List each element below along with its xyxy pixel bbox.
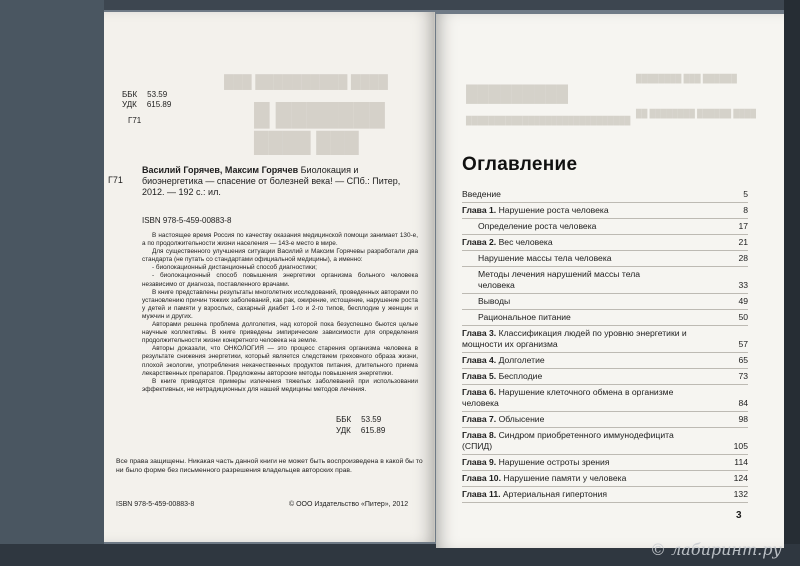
toc-entry[interactable] xyxy=(462,310,748,326)
entry-page: 132 xyxy=(733,489,748,499)
entry-title: Артериальная гипертония xyxy=(502,489,608,499)
entry-page: 105 xyxy=(733,441,748,451)
watermark: © лабиринт.ру xyxy=(650,540,782,559)
entry-page: 57 xyxy=(738,339,748,349)
bbk-value: 53.59 xyxy=(147,90,168,99)
catalog-block xyxy=(122,90,171,126)
annotation xyxy=(142,232,418,394)
entry-title: Определение роста человека xyxy=(478,221,597,231)
right-page xyxy=(436,14,784,548)
annotation-paragraph: В книге приводятся примеры излечения тяжелых заболеваний при использовании эффективных, не нетрадиционных для нашей медицины методов лечения. xyxy=(142,377,418,393)
scan-edge-left xyxy=(0,0,104,566)
bottom-catalog xyxy=(336,414,385,436)
udk-label: УДК xyxy=(336,426,351,435)
entry-title: Нарушение массы тела человека xyxy=(478,253,612,263)
biblio-code: Г71 xyxy=(108,175,123,185)
toc-entry[interactable] xyxy=(462,251,748,267)
toc-entry[interactable] xyxy=(462,369,748,385)
entry-title: Рациональное питание xyxy=(478,312,571,322)
udk-label: УДК xyxy=(122,100,137,109)
chapter-number: Глава 4. xyxy=(462,355,497,365)
authors: Василий Горячев, Максим Горячев xyxy=(142,165,299,175)
entry-title: Долголетие xyxy=(498,355,545,365)
toc-entry[interactable] xyxy=(462,326,748,353)
entry-page: 65 xyxy=(738,355,748,365)
chapter-number: Глава 10. xyxy=(462,473,501,483)
chapter-number: Глава 2. xyxy=(462,237,497,247)
annotation-paragraph: Для существенного улучшения ситуации Василий и Максим Горячевы разработали два стандарта (не путать со стандартами официальной медицины), а именно: xyxy=(142,248,418,264)
bibliographic-record xyxy=(142,165,420,198)
show-through-ghost: █████████████████████████████ xyxy=(466,116,631,125)
entry-page: 50 xyxy=(738,312,748,322)
annotation-paragraph: - биолокационный способ повышения энергетики организма больного человека независимо от диагноза, поставленного врачами. xyxy=(142,272,418,288)
entry-page: 17 xyxy=(738,221,748,231)
rights-notice: Все права защищены. Никакая часть данной книги не может быть воспроизведена в какой бы то ни было форме без письменного разрешения владельцев авторских прав. xyxy=(116,458,423,474)
show-through-ghost: █████████ xyxy=(466,86,569,103)
scan-edge-top xyxy=(0,0,800,10)
show-through-ghost: ████ ██████████ ███ xyxy=(224,74,388,89)
annotation-paragraph: Авторы доказали, что ОНКОЛОГИЯ — это процесс старения организма человека в результате снижения энергетики, который является следствием греховного образа жизни, плохой экологии, употребления некачественных продуктов питания, длительного приема лекарственных препаратов. Предложены авторские методы повышения энергетики. xyxy=(142,345,418,377)
entry-page: 84 xyxy=(738,398,748,408)
scan-edge-right xyxy=(784,0,800,566)
toc-entry[interactable] xyxy=(462,353,748,369)
chapter-number: Глава 8. xyxy=(462,430,497,440)
entry-title: Выводы xyxy=(478,296,511,306)
entry-title: Бесплодие xyxy=(498,371,543,381)
chapter-number: Глава 11. xyxy=(462,489,501,499)
toc-entry[interactable] xyxy=(462,235,748,251)
entry-title: Вес человека xyxy=(498,237,553,247)
annotation-paragraph: В настоящее время Россия по качеству оказания медицинской помощи занимает 130-е, а по продолжительности жизни населения — 143-е место в мире. xyxy=(142,232,418,248)
toc-entry[interactable] xyxy=(462,385,748,412)
toc-entry[interactable] xyxy=(462,428,748,455)
toc-entry[interactable] xyxy=(462,471,748,487)
entry-page: 114 xyxy=(734,457,748,467)
entry-page: 98 xyxy=(738,414,748,424)
annotation-paragraph: В книге представлены результаты многолетних исследований, проведенных авторами по установлению причин тяжких заболеваний, как рак, ожирение, истощение, нарушение роста у детей и памяти у взрослых, сахарный диабет 1-го и 2-го типов, бесплодие у женщин и мужчин и других. xyxy=(142,288,418,320)
copyright: © ООО Издательство «Питер», 2012 xyxy=(289,501,409,508)
left-page xyxy=(104,12,435,542)
entry-title: Методы лечения нарушений массы тела человека xyxy=(478,269,640,290)
entry-title: Классификация людей по уровню энергетики и мощности их организма xyxy=(462,328,687,349)
toc-entry[interactable] xyxy=(462,203,748,219)
annotation-paragraph: - биолокационный дистанционный способ диагностики; xyxy=(152,264,317,272)
chapter-number: Глава 3. xyxy=(462,328,497,338)
description: Биолокация и биоэнергетика — спасение от болезней века! — СПб.: Питер, 2012. — 192 с.: ил. xyxy=(142,165,401,197)
toc-title: Оглавление xyxy=(462,154,578,175)
entry-title: Нарушение остроты зрения xyxy=(498,457,610,467)
page-number: 3 xyxy=(736,510,742,521)
entry-page: 8 xyxy=(743,205,748,215)
show-through-ghost: ████ ██████ ████████ ██ xyxy=(636,109,757,118)
toc-entry[interactable] xyxy=(462,412,748,428)
entry-page: 124 xyxy=(733,473,748,483)
toc-entry[interactable] xyxy=(462,267,748,294)
entry-page: 33 xyxy=(738,280,748,290)
show-through-ghost: ██████ ███ ████████ xyxy=(636,74,737,83)
toc-entry[interactable] xyxy=(462,294,748,310)
entry-page: 28 xyxy=(738,253,748,263)
chapter-number: Глава 1. xyxy=(462,205,497,215)
chapter-number: Глава 6. xyxy=(462,387,497,397)
toc-entry[interactable] xyxy=(462,187,748,203)
chapter-number: Глава 9. xyxy=(462,457,497,467)
toc-entry[interactable] xyxy=(462,219,748,235)
isbn: ISBN 978-5-459-00883-8 xyxy=(142,216,232,225)
entry-page: 21 xyxy=(738,237,748,247)
bbk-label: ББК xyxy=(336,415,352,424)
entry-title: Нарушение памяти у человека xyxy=(503,473,627,483)
entry-page: 49 xyxy=(738,296,748,306)
udk-value: 615.89 xyxy=(146,100,172,109)
entry-page: 73 xyxy=(738,371,748,381)
toc-entry[interactable] xyxy=(462,487,748,503)
udk-value: 615.89 xyxy=(360,426,386,435)
toc-entry[interactable] xyxy=(462,455,748,471)
chapter-number: Глава 5. xyxy=(462,371,497,381)
author-code: Г71 xyxy=(128,116,142,125)
table-of-contents xyxy=(462,187,748,503)
bbk-label: ББК xyxy=(122,90,138,99)
entry-title: Синдром приобретенного иммунодефицита (СПИД) xyxy=(462,430,674,451)
entry-page: 5 xyxy=(743,189,748,199)
entry-title: Облысение xyxy=(498,414,545,424)
entry-title: Введение xyxy=(462,189,501,199)
bbk-value: 53.59 xyxy=(361,415,382,424)
entry-title: Нарушение клеточного обмена в организме человека xyxy=(462,387,674,408)
annotation-paragraph: Авторами решена проблема долголетия, над которой пока безуспешно бьются целые научные коллективы. В книге приведены эмпирические зависимости для определения продолжительности жизни конкретного человека на земле. xyxy=(142,321,418,345)
entry-title: Нарушение роста человека xyxy=(498,205,609,215)
chapter-number: Глава 7. xyxy=(462,414,497,424)
isbn-bottom: ISBN 978-5-459-00883-8 xyxy=(116,501,195,508)
show-through-ghost: ███ ████ xyxy=(254,132,359,154)
show-through-ghost: ███████ █ xyxy=(254,102,385,127)
